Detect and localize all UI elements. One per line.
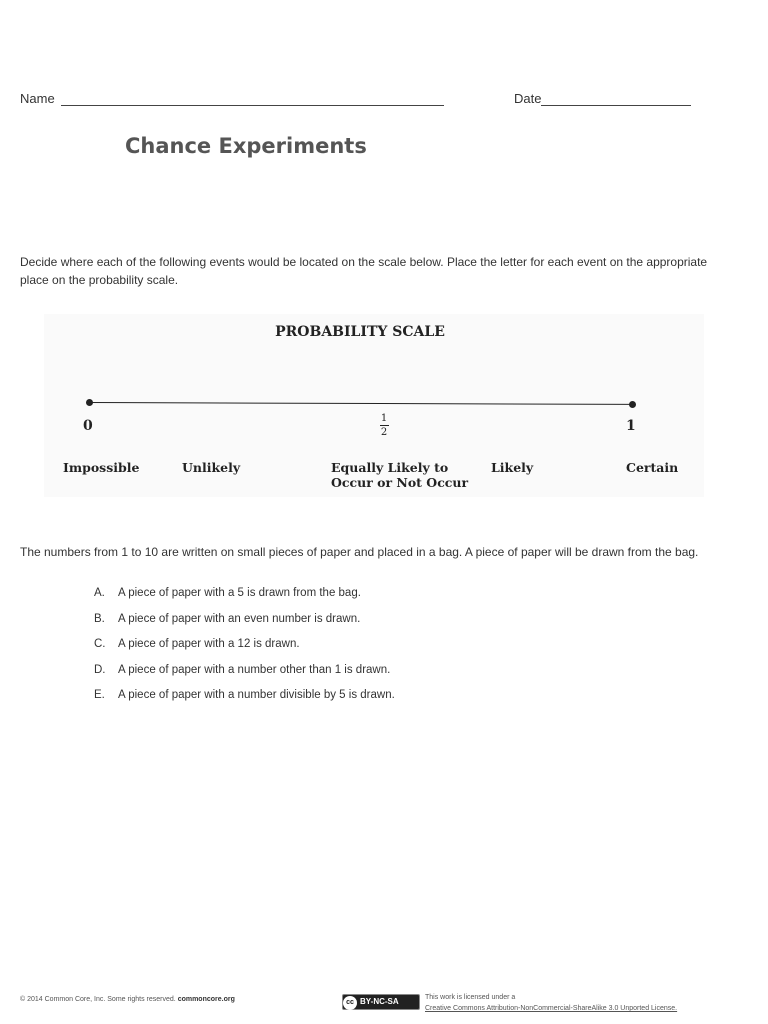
cc-badge-label: BY-NC-SA [360, 997, 399, 1006]
page-title: Chance Experiments [125, 134, 367, 158]
problem-statement: The numbers from 1 to 10 are written on small pieces of paper and placed in a bag. A piece of paper will be drawn from the bag. [20, 545, 699, 559]
instructions-text: Decide where each of the following events would be located on the scale below. Place the letter for each event on the appropriate place on the probability scale. [20, 255, 708, 287]
license-link[interactable]: Creative Commons Attribution-NonCommercial-ShareAlike 3.0 Unported License. [425, 1005, 678, 1012]
scale-start-dot [86, 399, 93, 406]
license-line1: This work is licensed under a [425, 994, 516, 1001]
footer-copyright [20, 996, 235, 1003]
event-letter: B. [94, 613, 105, 625]
category-likely: Likely [491, 460, 534, 475]
name-blank-line[interactable] [61, 92, 444, 106]
event-letter: E. [94, 689, 105, 701]
probability-scale-title: PROBABILITY SCALE [275, 324, 445, 340]
event-letter: D. [94, 664, 106, 676]
category-equally-likely [331, 460, 468, 490]
category-equally-likely-line2: Occur or Not Occur [331, 475, 469, 490]
scale-end-dot [629, 401, 636, 408]
event-item-e [94, 689, 395, 701]
tick-half-numerator: 1 [380, 413, 388, 424]
date-field[interactable] [514, 91, 691, 106]
event-letter: C. [94, 638, 106, 650]
date-label: Date [514, 91, 542, 106]
category-impossible: Impossible [63, 460, 140, 475]
event-text: A piece of paper with a number other than 1 is drawn. [118, 664, 391, 676]
event-item-c [94, 638, 300, 650]
site-link[interactable]: commoncore.org [177, 996, 235, 1003]
event-letter: A. [94, 587, 105, 599]
license-notice [425, 992, 677, 1014]
fraction-bar [380, 425, 389, 426]
event-text: A piece of paper with a 12 is drawn. [118, 638, 300, 650]
event-text: A piece of paper with a 5 is drawn from the bag. [118, 587, 361, 599]
date-blank-line[interactable] [541, 92, 691, 106]
copyright-text: © 2014 Common Core, Inc. Some rights reserved. [20, 996, 176, 1003]
category-unlikely: Unlikely [182, 460, 241, 475]
category-certain: Certain [626, 460, 679, 475]
event-item-d [94, 664, 390, 676]
creative-commons-icon: cc [343, 996, 357, 1010]
event-text: A piece of paper with a number divisible by 5 is drawn. [118, 689, 395, 701]
event-item-b [94, 613, 360, 625]
tick-zero: 0 [83, 418, 93, 434]
event-text: A piece of paper with an even number is drawn. [118, 613, 361, 625]
tick-one-half [377, 413, 391, 438]
category-equally-likely-line1: Equally Likely to [331, 460, 449, 475]
event-item-a [94, 587, 361, 599]
cc-license-badge[interactable] [342, 994, 420, 1010]
name-field[interactable] [20, 91, 444, 106]
tick-one: 1 [626, 418, 636, 434]
tick-half-denominator: 2 [380, 427, 388, 438]
name-label: Name [20, 91, 55, 106]
